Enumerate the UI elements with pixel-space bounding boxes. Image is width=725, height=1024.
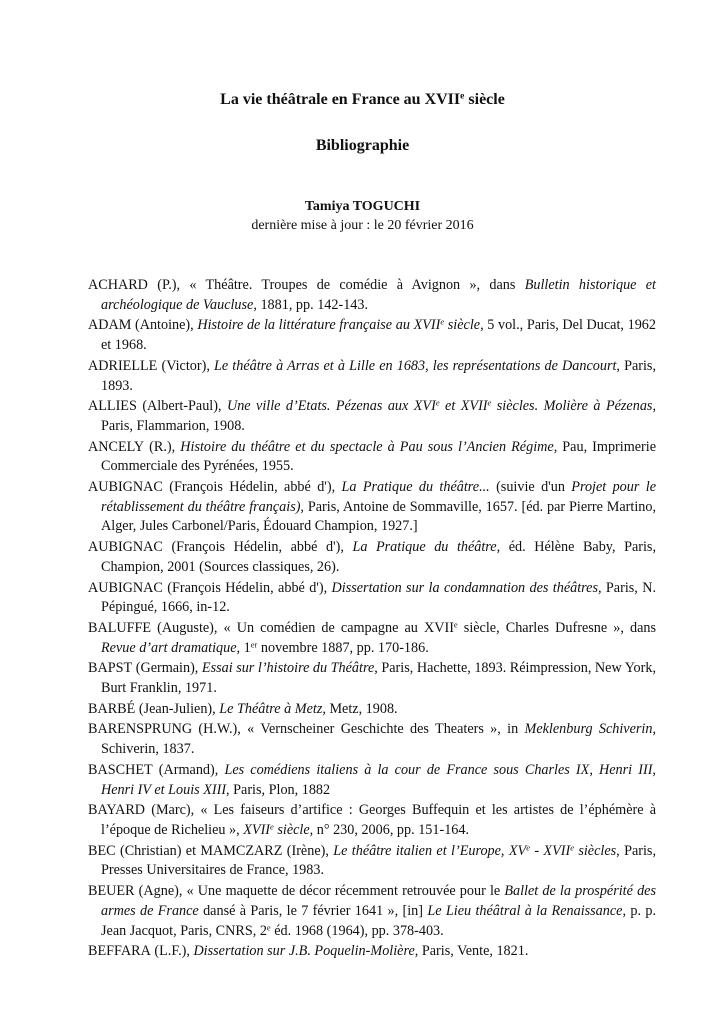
entry-text-segment: (François Hédelin, abbé d'), — [162, 579, 332, 596]
entry-text-segment: (Germain), — [132, 660, 202, 677]
entry-text-segment: e — [440, 316, 445, 327]
entry-text-segment: A — [88, 398, 99, 415]
entry-text-segment: B — [88, 802, 98, 819]
bibliography-entry — [88, 619, 656, 658]
entry-text-segment: et XVII — [439, 398, 488, 415]
entry-text-segment: (Agne), « Une maquette de décor récemment retrouvée pour le — [134, 883, 505, 900]
entry-text-segment: B — [88, 883, 98, 900]
entry-text-segment: e — [526, 842, 530, 853]
entry-text-segment: (Irène), — [282, 842, 334, 859]
entry-text-segment: Le théâtre italien et l’Europe, XV — [333, 842, 527, 859]
entry-text-segment: - XVII — [529, 842, 571, 859]
entry-text-segment: Histoire du théâtre et du spectacle à Pau sous l’Ancien Régime — [180, 438, 554, 455]
entry-text-segment: AMCZARZ — [213, 842, 283, 859]
bibliography-entry — [88, 579, 656, 618]
bibliography-entry — [88, 357, 656, 396]
entry-text-segment: ARENSPRUNG — [97, 721, 193, 738]
entry-text-segment: La Pratique du théâtre, — [352, 539, 501, 556]
entry-text-segment: , Pau, Imprimerie Commerciale des Pyrénées, 1955. — [101, 438, 656, 475]
entry-text-segment: Histoire de la littérature française au XVII — [197, 317, 441, 334]
entry-text-segment: e — [435, 397, 440, 408]
entry-text-segment: NCELY — [98, 438, 145, 455]
title-end-text: siècle — [464, 91, 505, 108]
entry-text-segment: (Antoine), — [131, 317, 198, 334]
entry-text-segment: A — [88, 539, 99, 556]
entry-text-segment: Paris, N. Pépingué, 1666, in-12. — [101, 579, 656, 616]
bibliography-list — [88, 276, 656, 963]
entry-text-segment: , Paris, Plon, 1882 — [226, 781, 331, 798]
entry-text-segment: e — [453, 619, 458, 630]
entry-text-segment: siècles — [573, 842, 617, 859]
entry-text-segment: B — [88, 660, 98, 677]
entry-text-segment: B — [88, 761, 98, 778]
entry-text-segment: A — [88, 277, 99, 293]
bibliography-entry — [88, 538, 656, 577]
entry-text-segment: Dissertation sur la condamnation des théâtres, — [331, 579, 602, 596]
entry-text-segment: EFFARA — [97, 943, 151, 960]
entry-text-segment: dansé à Paris, le 7 février 1641 », [in] — [198, 902, 428, 919]
entry-text-segment: siècle, — [273, 821, 314, 838]
entry-text-segment: ASCHET — [97, 761, 153, 778]
entry-text-segment: UBIGNAC — [98, 539, 163, 556]
entry-text-segment: Ballet de la prospérité des armes de France — [101, 883, 656, 919]
entry-text-segment: (Marc), « Les faiseurs d’artifice : Georges Buffequin et les artistes de l’éphémère à l’époque de Richelieu », — [101, 802, 656, 838]
bibliography-entry — [88, 942, 656, 962]
entry-text-segment: CHARD — [98, 277, 148, 293]
entry-text-segment: A — [88, 317, 99, 334]
entry-text-segment: e — [487, 397, 492, 408]
entry-text-segment: Une ville d’Etats. Pézenas aux XVI — [226, 398, 436, 415]
entry-text-segment: er — [250, 638, 258, 649]
entry-text-segment: (Christian) et M — [115, 842, 214, 859]
entry-text-segment: , Paris, Hachette, 1893. Réimpression, New York, Burt Franklin, 1971. — [101, 660, 657, 697]
entry-text-segment: DRIELLE — [98, 357, 158, 374]
entry-text-segment: A — [88, 579, 99, 596]
entry-text-segment: EUER — [97, 883, 135, 900]
title-main-text: La vie théâtrale en France au XVII — [220, 91, 461, 108]
entry-text-segment: A — [88, 438, 99, 455]
entry-text-segment: Le théâtre à Arras et à Lille en 1683, les représentations de Dancourt — [214, 357, 617, 374]
entry-text-segment: , Paris, Vente, 1821. — [414, 943, 529, 960]
entry-text-segment: éd. 1968 (1964), pp. 378-403. — [270, 922, 444, 939]
entry-text-segment: e — [570, 842, 574, 853]
entry-text-segment: (P.), « Théâtre. Troupes de comédie à Avignon », dans — [147, 277, 525, 293]
bibliography-entry — [88, 659, 656, 698]
entry-text-segment: AYARD — [97, 802, 146, 819]
entry-text-segment: APST — [97, 660, 133, 677]
entry-text-segment: ALUFFE — [97, 619, 152, 636]
entry-text-segment: (L.F.), — [150, 943, 194, 960]
entry-text-segment: B — [88, 700, 98, 717]
entry-text-segment: 1881, pp. 142-143. — [256, 296, 369, 313]
entry-text-segment: novembre 1887, pp. 170-186. — [257, 639, 429, 656]
title-superscript: e — [460, 90, 465, 102]
entry-text-segment: Meklenburg Schiverin — [524, 721, 653, 738]
entry-text-segment: B — [88, 943, 98, 960]
entry-text-segment: Les comédiens italiens à la cour de France sous Charles IX, Henri III, Henri IV et Louis XIII — [101, 761, 656, 798]
entry-text-segment: (R.), — [144, 438, 181, 455]
entry-text-segment: Le Lieu théâtral à la Renaissance, — [427, 902, 627, 919]
entry-text-segment: siècle — [444, 317, 481, 334]
entry-text-segment: , Paris, Presses Universitaires de France, 1983. — [101, 842, 657, 879]
entry-text-segment: siècles. Molière à Pézenas — [491, 398, 653, 415]
entry-text-segment: A — [88, 357, 99, 374]
last-updated: dernière mise à jour : le 20 février 2016 — [251, 218, 474, 233]
entry-text-segment: ARBÉ — [97, 700, 136, 717]
bibliography-entry — [88, 700, 656, 720]
bibliography-entry — [88, 882, 656, 941]
entry-text-segment: (suivie d'un — [489, 479, 572, 496]
entry-text-segment: Essai sur l’histoire du Théâtre — [201, 660, 375, 677]
entry-text-segment: 1 — [240, 639, 251, 656]
bibliography-entry — [88, 478, 656, 537]
entry-text-segment: , Paris, Flammarion, 1908. — [101, 398, 656, 434]
entry-text-segment: UBIGNAC — [98, 579, 163, 596]
entry-text-segment: , Paris, 1893. — [101, 357, 656, 394]
entry-text-segment: e — [266, 921, 271, 932]
bibliography-entry — [88, 397, 656, 436]
entry-text-segment: Le Théâtre à Metz — [219, 700, 323, 717]
bibliography-entry — [88, 316, 656, 355]
entry-text-segment: Projet pour le rétablissement du théâtre français), — [101, 479, 656, 515]
bibliography-entry — [88, 842, 656, 881]
entry-text-segment: p. p. Jean Jacquot, Paris, CNRS, 2 — [101, 902, 656, 939]
document-title — [0, 91, 725, 109]
entry-text-segment: B — [88, 842, 98, 859]
bibliography-entry — [88, 276, 656, 315]
entry-text-segment: EC — [97, 842, 116, 859]
entry-text-segment: siècle, Charles Dufresne », dans — [457, 619, 656, 636]
entry-text-segment: Dissertation sur J.B. Poquelin-Molière — [193, 943, 415, 960]
document-subtitle: Bibliographie — [315, 137, 410, 154]
entry-text-segment: (H.W.), « Vernscheiner Geschichte des Theaters », in — [192, 721, 525, 738]
entry-text-segment: XVII — [243, 821, 271, 838]
entry-text-segment: Bulletin historique et archéologique de Vaucluse, — [101, 277, 656, 313]
bibliography-entry — [88, 761, 656, 800]
entry-text-segment: LLIES — [98, 398, 137, 415]
entry-text-segment: DAM — [98, 317, 132, 334]
entry-text-segment: La Pratique du théâtre... — [341, 479, 490, 496]
entry-text-segment: , 5 vol., Paris, Del Ducat, 1962 et 1968. — [101, 317, 656, 354]
entry-text-segment: B — [88, 619, 98, 636]
entry-text-segment: (Auguste), « Un comédien de campagne au XVII — [151, 619, 454, 636]
entry-text-segment: , Metz, 1908. — [322, 700, 398, 717]
entry-text-segment: (François Hédelin, abbé d'), — [162, 539, 353, 556]
entry-text-segment: (Victor), — [157, 357, 214, 374]
entry-text-segment: (Jean-Julien), — [135, 700, 220, 717]
entry-text-segment: , Schiverin, 1837. — [101, 721, 656, 758]
entry-text-segment: (Armand), — [152, 761, 225, 778]
entry-text-segment: e — [270, 821, 274, 832]
bibliography-entry — [88, 801, 656, 840]
author-name: Tamiya TOGUCHI — [304, 199, 421, 214]
entry-text-segment: (François Hédelin, abbé d'), — [162, 479, 342, 496]
entry-text-segment: Paris, Antoine de Sommaville, 1657. [éd. par Pierre Martino, Alger, Jules Carbonel/Paris, Édouard Champion, 1927.] — [101, 498, 656, 535]
bibliography-entry — [88, 438, 656, 477]
bibliography-entry — [88, 720, 656, 759]
entry-text-segment: A — [88, 479, 99, 496]
entry-text-segment: (Albert-Paul), — [136, 398, 227, 415]
entry-text-segment: éd. Hélène Baby, Paris, Champion, 2001 (Sources classiques, 26). — [101, 539, 657, 575]
entry-text-segment: UBIGNAC — [98, 479, 163, 496]
entry-text-segment: B — [88, 721, 98, 738]
entry-text-segment: n° 230, 2006, pp. 151-164. — [313, 821, 470, 838]
entry-text-segment: Revue d’art dramatique, — [101, 639, 241, 656]
